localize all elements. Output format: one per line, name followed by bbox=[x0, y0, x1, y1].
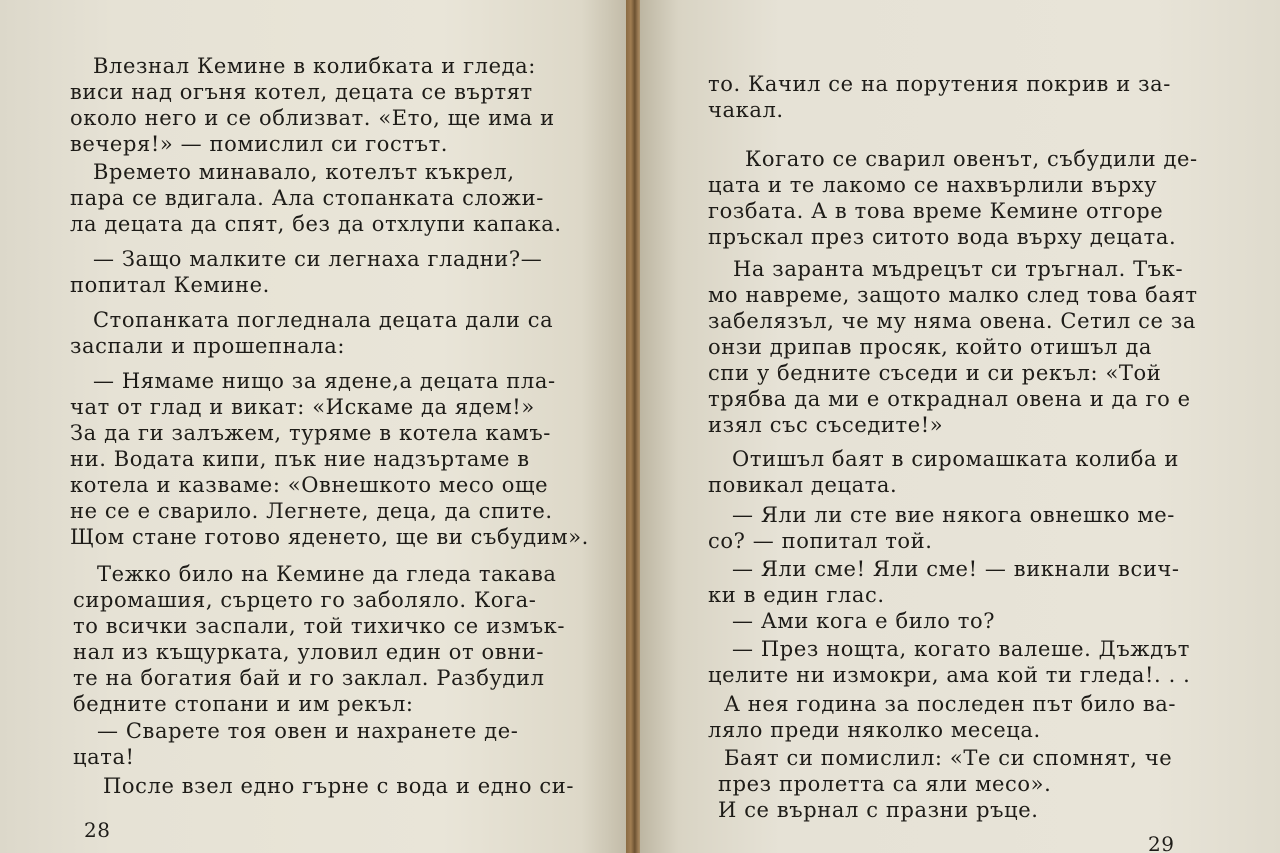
text-line: повикал децата. bbox=[708, 473, 898, 497]
text-line: — През нощта, когато валеше. Дъждът bbox=[732, 637, 1190, 661]
text-line: После взел едно гърне с вода и едно си- bbox=[103, 774, 575, 798]
text-line: те на богатия бай и го заклал. Разбудил bbox=[73, 666, 545, 690]
text-line: вечеря!» — помислил си гостът. bbox=[70, 132, 449, 156]
text-line: На заранта мъдрецът си тръгнал. Тък- bbox=[733, 257, 1184, 281]
text-line: цата и те лакомо се нахвърлили върху bbox=[708, 173, 1158, 197]
text-line: Отишъл баят в сиромашката колиба и bbox=[732, 447, 1179, 471]
text-line: попитал Кемине. bbox=[70, 273, 270, 297]
text-line: гозбата. А в това време Кемине отгоре bbox=[708, 199, 1164, 223]
right-page bbox=[640, 0, 1280, 853]
text-line: спи у бедните съседи и си рекъл: «Той bbox=[708, 361, 1162, 385]
text-line: ляло преди няколко месеца. bbox=[708, 718, 1041, 742]
text-line: — Ами кога е било то? bbox=[732, 609, 996, 633]
text-line: И се върнал с празни ръце. bbox=[718, 798, 1039, 822]
text-line: чат от глад и викат: «Искаме да ядем!» bbox=[70, 395, 535, 419]
text-line: Щом стане готово яденето, ще ви събудим». bbox=[70, 525, 589, 549]
text-line: сиромашия, сърцето го заболяло. Кога- bbox=[73, 588, 537, 612]
text-line: трябва да ми е откраднал овена и да го е bbox=[708, 387, 1191, 411]
text-line: ни. Водата кипи, пък ние надзъртаме в bbox=[70, 447, 530, 471]
text-line: не се е сварило. Легнете, деца, да спите. bbox=[70, 499, 553, 523]
text-line: виси над огъня котел, децата се въртят bbox=[70, 80, 533, 104]
text-line: мо навреме, защото малко след това баят bbox=[708, 283, 1198, 307]
text-line: цата! bbox=[73, 745, 135, 769]
text-line: Времето минавало, котелът къкрел, bbox=[93, 160, 515, 184]
text-line: пара се вдигала. Ала стопанката сложи- bbox=[70, 186, 544, 210]
text-line: — Защо малките си легнаха гладни?— bbox=[93, 247, 543, 271]
text-line: Баят си помислил: «Те си спомнят, че bbox=[724, 746, 1173, 770]
text-line: ла децата да спят, без да отхлупи капака. bbox=[70, 212, 562, 236]
text-line: целите ни измокри, ама кой ти гледа!. . . bbox=[708, 663, 1191, 687]
text-line: Когато се сварил овенът, събудили де- bbox=[745, 147, 1198, 171]
text-line: — Нямаме нищо за ядене,а децата пла- bbox=[93, 369, 556, 393]
text-line: со? — попитал той. bbox=[708, 529, 933, 553]
left-page bbox=[0, 0, 632, 853]
text-line: около него и се облизват. «Ето, ще има и bbox=[70, 106, 555, 130]
text-line: — Яли ли сте вие някога овнешко ме- bbox=[732, 503, 1175, 527]
text-line: забелязъл, че му няма овена. Сетил се за bbox=[708, 309, 1196, 333]
text-line: през пролетта са яли месо». bbox=[718, 772, 1052, 796]
text-line: Стопанката погледнала децата дали са bbox=[93, 308, 554, 332]
page-number: 29 bbox=[1148, 832, 1175, 853]
text-line: За да ги залъжем, туряме в котела камъ- bbox=[70, 421, 551, 445]
page-number: 28 bbox=[84, 818, 111, 842]
text-line: бедните стопани и им рекъл: bbox=[73, 692, 414, 716]
text-line: А нея година за последен път било ва- bbox=[724, 692, 1177, 716]
text-line: Влезнал Кемине в колибката и гледа: bbox=[93, 54, 536, 78]
text-line: то всички заспали, той тихичко се измък- bbox=[73, 614, 566, 638]
text-line: то. Качил се на порутения покрив и за- bbox=[708, 72, 1171, 96]
text-line: ки в един глас. bbox=[708, 583, 885, 607]
text-line: онзи дрипав просяк, който отишъл да bbox=[708, 335, 1153, 359]
text-line: Тежко било на Кемине да гледа такава bbox=[97, 562, 557, 586]
text-line: — Сварете тоя овен и нахранете де- bbox=[97, 719, 519, 743]
text-line: изял със съседите!» bbox=[708, 413, 944, 437]
text-line: чакал. bbox=[708, 98, 784, 122]
text-line: нал из къщурката, уловил един от овни- bbox=[73, 640, 545, 664]
text-line: пръскал през ситото вода върху децата. bbox=[708, 225, 1177, 249]
text-line: котела и казваме: «Овнешкото месо още bbox=[70, 473, 549, 497]
text-line: заспали и прошепнала: bbox=[70, 334, 346, 358]
text-line: — Яли сме! Яли сме! — викнали всич- bbox=[732, 557, 1180, 581]
